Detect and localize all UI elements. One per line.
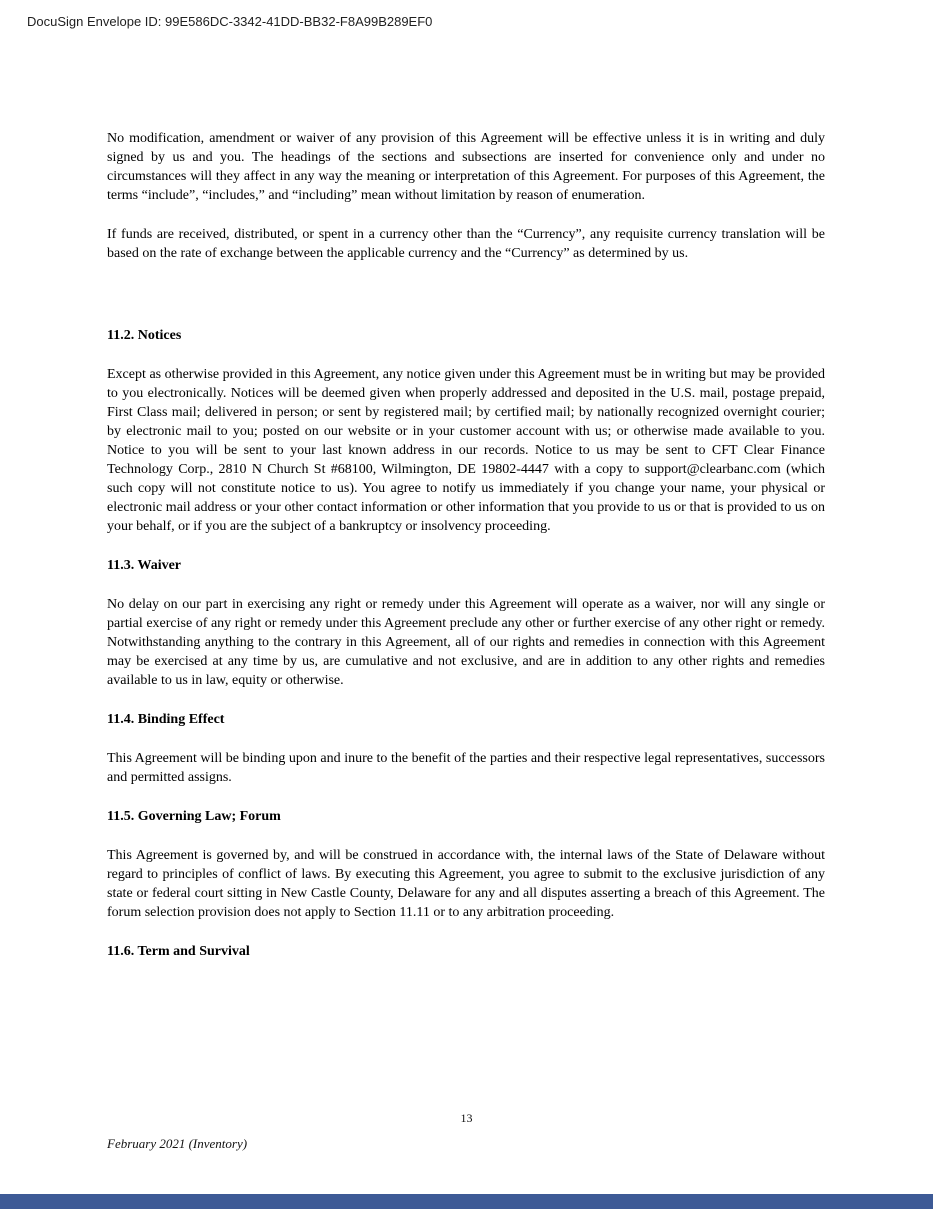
section-body-notices: Except as otherwise provided in this Agreement, any notice given under this Agreement must be in writing but may be provided to you electronically. Notices will be deemed given when properly addressed and deposited in the U.S. mail, postage prepaid, First Class mail; delivered in person; or sent by registered mail; by certified mail; by nationally recognized overnight courier; by electronic mail to you; posted on our website or in your customer account with us; or otherwise made available to you. Notice to you will be sent to your last known address in our records. Notice to us may be sent to CFT Clear Finance Technology Corp., 2810 N Church St #68100, Wilmington, DE 19802-4447 with a copy to support@clearbanc.com (which such copy will not constitute notice to us). You agree to notify us immediately if you change your name, your physical or electronic mail address or your other contact information or other information that you provide to us or that is provided to us on your behalf, or if you are the subject of a bankruptcy or insolvency proceeding. xyxy=(107,367,825,534)
page-number: 13 xyxy=(460,1111,473,1125)
intro-paragraph-currency: If funds are received, distributed, or spent in a currency other than the “Currency”, any requisite currency translation will be based on the rate of exchange between the applicable currency and the “Currency” as determined by us. xyxy=(107,227,825,261)
section-body-waiver: No delay on our part in exercising any right or remedy under this Agreement will operate as a waiver, nor will any single or partial exercise of any right or remedy under this Agreement preclude any other or further exercise of any other right or remedy. Notwithstanding anything to the contrary in this Agreement, all of our rights and remedies in connection with this Agreement may be exercised at any time by us, are cumulative and not exclusive, and are in addition to any other rights and remedies available to us in law, equity or otherwise. xyxy=(107,597,825,688)
section-body-governing-law-forum: This Agreement is governed by, and will be construed in accordance with, the internal laws of the State of Delaware without regard to principles of conflict of laws. By executing this Agreement, you agree to submit to the exclusive jurisdiction of any state or federal court sitting in New Castle County, Delaware for any and all disputes asserting a breach of this Agreement. The forum selection provision does not apply to Section 11.11 or to any arbitration proceeding. xyxy=(107,848,825,920)
section-heading-term-and-survival: 11.6. Term and Survival xyxy=(107,944,250,959)
intro-paragraph-modification: No modification, amendment or waiver of any provision of this Agreement will be effective unless it is in writing and duly signed by us and you. The headings of the sections and subsections are inserted for convenience only and under no circumstances will they affect in any way the meaning or interpretation of this Agreement. For purposes of this Agreement, the terms “include”, “includes,” and “including” mean without limitation by reason of enumeration. xyxy=(107,131,825,203)
footer-version-note: February 2021 (Inventory) xyxy=(107,1136,248,1151)
section-heading-binding-effect: 11.4. Binding Effect xyxy=(107,712,225,727)
section-heading-notices: 11.2. Notices xyxy=(107,328,182,343)
document-body xyxy=(107,129,825,981)
section-heading-governing-law-forum: 11.5. Governing Law; Forum xyxy=(107,809,281,824)
section-heading-waiver: 11.3. Waiver xyxy=(107,558,182,573)
next-page-edge-bar xyxy=(0,1194,933,1209)
section-body-binding-effect: This Agreement will be binding upon and inure to the benefit of the parties and their respective legal representatives, successors and permitted assigns. xyxy=(107,751,825,785)
docusign-envelope-id: DocuSign Envelope ID: 99E586DC-3342-41DD-BB32-F8A99B289EF0 xyxy=(27,14,433,29)
